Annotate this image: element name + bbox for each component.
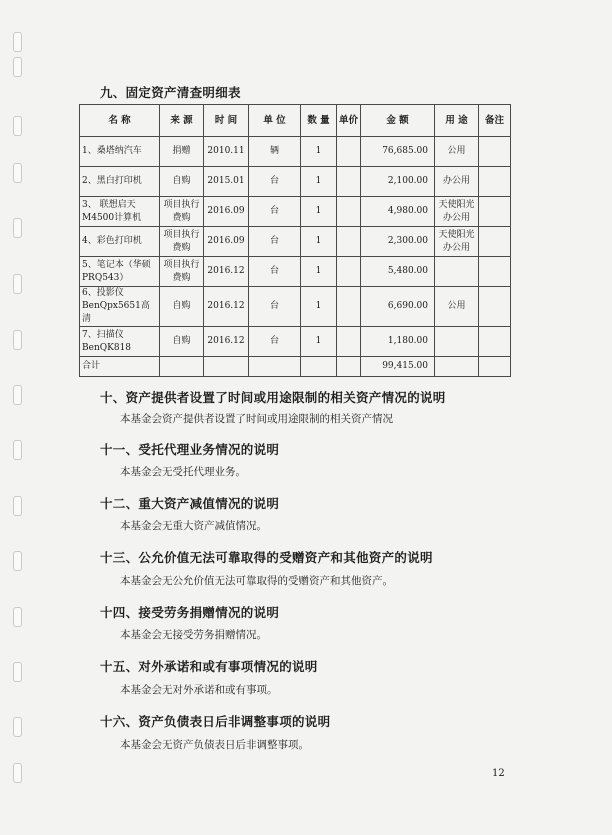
col-header-use: 用 途 <box>435 105 479 137</box>
section-14-title: 十四、接受劳务捐赠情况的说明 <box>100 605 280 620</box>
cell-qty: 1 <box>301 197 337 227</box>
cell-unit: 台 <box>249 167 301 197</box>
cell-date: 2016.12 <box>204 287 249 327</box>
cell-date: 2016.09 <box>204 197 249 227</box>
cell-name: 1、桑塔纳汽车 <box>80 137 160 167</box>
page-number: 12 <box>492 768 505 779</box>
total-amount: 99,415.00 <box>361 357 435 377</box>
cell-use: 天使阳光办公用 <box>435 227 479 257</box>
cell-note <box>479 167 511 197</box>
cell-note <box>479 137 511 167</box>
cell-empty <box>204 357 249 377</box>
cell-qty: 1 <box>301 137 337 167</box>
cell-name: 7、扫描仪BenQK818 <box>80 327 160 357</box>
col-header-source: 来 源 <box>160 105 204 137</box>
col-header-unit: 单 位 <box>249 105 301 137</box>
section-13-title: 十三、公允价值无法可靠取得的受赠资产和其他资产的说明 <box>100 550 433 565</box>
cell-price <box>337 227 361 257</box>
col-header-name: 名 称 <box>80 105 160 137</box>
cell-name: 2、黑白打印机 <box>80 167 160 197</box>
cell-amount: 1,180.00 <box>361 327 435 357</box>
binding-hole <box>13 662 22 682</box>
binding-hole <box>13 717 22 737</box>
cell-amount: 5,480.00 <box>361 257 435 287</box>
section-11-body: 本基金会无受托代理业务。 <box>120 466 246 478</box>
cell-unit: 台 <box>249 287 301 327</box>
col-header-date: 时 间 <box>204 105 249 137</box>
section-16-body: 本基金会无资产负债表日后非调整事项。 <box>120 739 309 751</box>
cell-price <box>337 197 361 227</box>
cell-date: 2010.11 <box>204 137 249 167</box>
cell-amount: 2,300.00 <box>361 227 435 257</box>
binding-hole <box>13 607 22 627</box>
cell-unit: 辆 <box>249 137 301 167</box>
section-14-body: 本基金会无接受劳务捐赠情况。 <box>120 629 267 641</box>
cell-source: 项目执行费购 <box>160 257 204 287</box>
cell-note <box>479 287 511 327</box>
cell-qty: 1 <box>301 257 337 287</box>
cell-empty <box>249 357 301 377</box>
cell-qty: 1 <box>301 327 337 357</box>
table-total-row <box>80 357 511 377</box>
binding-hole <box>13 763 22 783</box>
cell-amount: 6,690.00 <box>361 287 435 327</box>
cell-amount: 4,980.00 <box>361 197 435 227</box>
cell-source: 捐赠 <box>160 137 204 167</box>
col-header-price: 单价 <box>337 105 361 137</box>
col-header-qty: 数 量 <box>301 105 337 137</box>
section-12-body: 本基金会无重大资产减值情况。 <box>120 520 267 532</box>
table-row <box>80 167 511 197</box>
binding-hole <box>13 163 22 183</box>
cell-unit: 台 <box>249 197 301 227</box>
binding-hole <box>13 496 22 516</box>
cell-date: 2016.12 <box>204 327 249 357</box>
cell-note <box>479 227 511 257</box>
cell-price <box>337 287 361 327</box>
cell-source: 项目执行费购 <box>160 227 204 257</box>
cell-name: 6、投影仪BenQpx5651高清 <box>80 287 160 327</box>
binding-hole <box>13 274 22 294</box>
total-label: 合计 <box>80 357 160 377</box>
cell-unit: 台 <box>249 327 301 357</box>
cell-name: 5、笔记本（华硕PRQ543） <box>80 257 160 287</box>
cell-name: 4、彩色打印机 <box>80 227 160 257</box>
cell-source: 自购 <box>160 287 204 327</box>
cell-empty <box>301 357 337 377</box>
cell-empty <box>160 357 204 377</box>
cell-date: 2016.09 <box>204 227 249 257</box>
section-11-title: 十一、受托代理业务情况的说明 <box>100 442 280 457</box>
binding-hole <box>13 116 22 136</box>
cell-empty <box>337 357 361 377</box>
binding-hole <box>13 385 22 405</box>
cell-use: 公用 <box>435 287 479 327</box>
cell-price <box>337 167 361 197</box>
section-15-body: 本基金会无对外承诺和或有事项。 <box>120 684 278 696</box>
cell-date: 2016.12 <box>204 257 249 287</box>
cell-unit: 台 <box>249 227 301 257</box>
cell-use: 办公用 <box>435 167 479 197</box>
binding-hole <box>13 330 22 350</box>
cell-use <box>435 327 479 357</box>
cell-use <box>435 257 479 287</box>
cell-amount: 76,685.00 <box>361 137 435 167</box>
cell-source: 自购 <box>160 327 204 357</box>
section-16-title: 十六、资产负债表日后非调整事项的说明 <box>100 714 331 729</box>
col-header-amount: 金 额 <box>361 105 435 137</box>
cell-qty: 1 <box>301 167 337 197</box>
section-10-title: 十、资产提供者设置了时间或用途限制的相关资产情况的说明 <box>100 390 446 405</box>
binding-hole <box>13 218 22 238</box>
cell-empty <box>435 357 479 377</box>
cell-note <box>479 257 511 287</box>
table-row <box>80 197 511 227</box>
fixed-assets-table <box>79 104 511 377</box>
section-15-title: 十五、对外承诺和或有事项情况的说明 <box>100 659 318 674</box>
cell-qty: 1 <box>301 227 337 257</box>
cell-empty <box>479 357 511 377</box>
cell-price <box>337 137 361 167</box>
cell-note <box>479 327 511 357</box>
table-row <box>80 287 511 327</box>
cell-source: 项目执行费购 <box>160 197 204 227</box>
table-row <box>80 257 511 287</box>
table-header-row <box>80 105 511 137</box>
section-10-body: 本基金会资产提供者设置了时间或用途限制的相关资产情况 <box>120 413 393 425</box>
cell-qty: 1 <box>301 287 337 327</box>
cell-price <box>337 327 361 357</box>
cell-unit: 台 <box>249 257 301 287</box>
binding-hole <box>13 551 22 571</box>
binding-hole <box>13 32 22 52</box>
cell-note <box>479 197 511 227</box>
table-row <box>80 227 511 257</box>
cell-source: 自购 <box>160 167 204 197</box>
table-row <box>80 137 511 167</box>
binding-hole <box>13 440 22 460</box>
cell-use: 公用 <box>435 137 479 167</box>
table-row <box>80 327 511 357</box>
cell-price <box>337 257 361 287</box>
cell-date: 2015.01 <box>204 167 249 197</box>
cell-use: 天使阳光办公用 <box>435 197 479 227</box>
binding-hole <box>13 57 22 77</box>
cell-name: 3、 联想启天M4500计算机 <box>80 197 160 227</box>
table-section-title: 九、固定资产清查明细表 <box>100 85 241 100</box>
cell-amount: 2,100.00 <box>361 167 435 197</box>
section-13-body: 本基金会无公允价值无法可靠取得的受赠资产和其他资产。 <box>120 575 393 587</box>
section-12-title: 十二、重大资产减值情况的说明 <box>100 496 280 511</box>
col-header-note: 备注 <box>479 105 511 137</box>
